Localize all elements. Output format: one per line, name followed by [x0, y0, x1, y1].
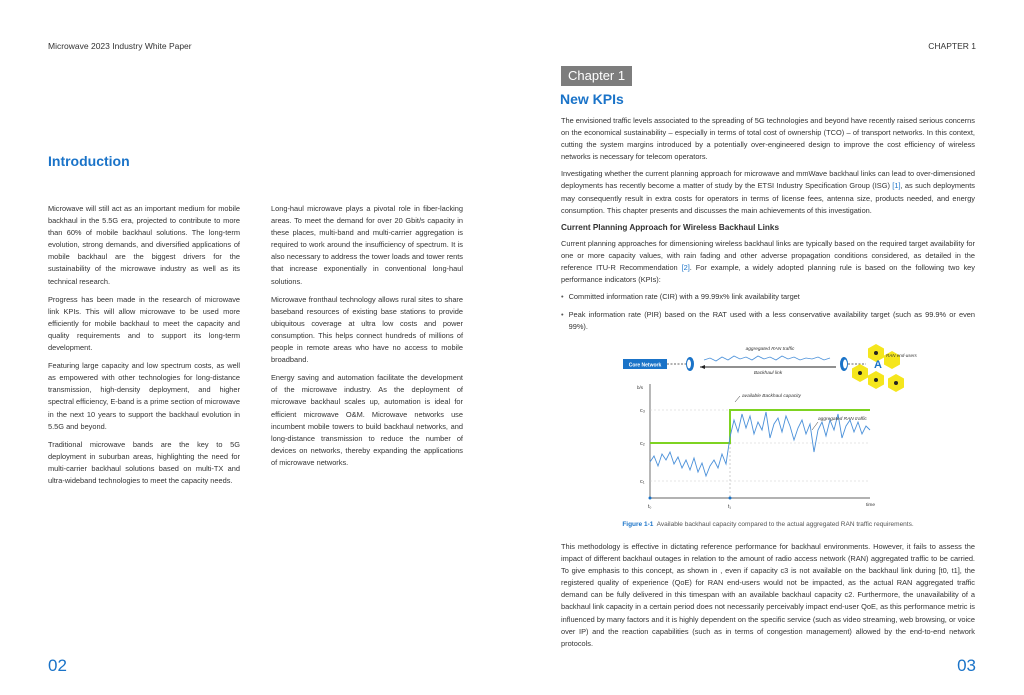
left-column-2 — [271, 203, 463, 475]
traffic-annotation: aggregated RAN traffic — [818, 417, 867, 422]
paragraph: Progress has been made in the research of microwave link KPIs. This will allow microwave to be used more efficiently for mobile backhaul to meet the capacity and quality requirements and to support its long-term development. — [48, 294, 240, 353]
tick-c1: c₁ — [640, 479, 645, 485]
reference-link-2[interactable]: [2] — [681, 263, 690, 273]
paragraph: Traditional microwave bands are the key to 5G deployment in suburban areas, highlighting the need for multi-carrier backhaul solutions based on multi-TX and ultra-wideband technologies to meet the capacity needs. — [48, 439, 240, 485]
site-label: A — [874, 359, 882, 371]
right-body-bottom — [561, 541, 975, 655]
traffic-wave-top — [704, 356, 830, 361]
paragraph: Energy saving and automation facilitate the development of the microwave industry. As the deployment of microwave backhaul scales up, automation is ideal for efficient microwave O&M. Microwave networks use incumbent mobile towers to build backhaul networks, and long-distance transmission to reduce the number of devices on networks, thereby expanding the applications of microwave networks. — [271, 373, 463, 467]
tick-c2: c₂ — [640, 441, 645, 447]
paragraph: Current planning approaches for dimensioning wireless backhaul links are typically based on the required target availability for one or more capacity values, with rain fading and other adverse propagation conditions considered, as detailed in the reference ITU-R Recommendation [2]. For example, a widely adopted planning rule is based on the following two key performance indicators (KPIs): — [561, 238, 975, 285]
ran-end-users-label: RAN end-users — [886, 353, 917, 358]
reference-link-1[interactable]: [1] — [892, 181, 901, 191]
paragraph: Microwave will still act as an important medium for mobile backhaul in the 5.5G era, projected to contribute to more than 60% of mobile backhaul solutions. The long-term evolution, strong demands, and diversified applications of mobile backhaul are the biggest drivers for the sustainability of the microwave industry as well as its technical research. — [48, 204, 240, 286]
page-title-introduction: Introduction — [48, 153, 130, 169]
paragraph: Microwave fronthaul technology allows rural sites to share baseband resources of existing base stations to provide ubiquitous coverage at ultra low costs and power consumption. This helps connect hundreds of millions of people in remote areas who have no access to mobile broadband. — [271, 294, 463, 365]
running-header-left: Microwave 2023 Industry White Paper — [48, 41, 192, 51]
bullet-item: • Committed information rate (CIR) with a 99.99x% link availability target — [561, 292, 800, 302]
running-header-right: CHAPTER 1 — [928, 41, 976, 51]
figure-backhaul-capacity — [620, 342, 920, 518]
antenna-right-icon — [840, 357, 848, 371]
left-column-1 — [48, 203, 240, 493]
core-network-label: Core Network — [628, 362, 662, 369]
page-number-left: 02 — [48, 656, 67, 675]
paragraph: Featuring large capacity and low spectrum costs, as well as empowered with other technologies for long-distance transmission, high-density deployment, and higher spectral efficiency, E-band is a prime section of microwave in the next 10 years to support the backhaul evolution in 5.5G and beyond. — [48, 361, 240, 431]
page-title-new-kpis: New KPIs — [560, 91, 624, 107]
right-body-top — [561, 115, 975, 340]
backhaul-link-label: Backhaul link — [753, 371, 783, 376]
bullet-item: • Peak information rate (PIR) based on the RAT used with a less conservative availability target (such as 99.9% or even 99%). — [561, 310, 975, 332]
antenna-left-icon — [686, 357, 694, 371]
capacity-annotation: available Backhaul capacity — [742, 394, 801, 399]
paragraph: The envisioned traffic levels associated to the spreading of 5G technologies and beyond have recently raised serious concerns on the economical sustainability – especially in terms of total cost of ownership (TCO) – of transport networks. In this context, cutting the system margins introduced by a potentially over-engineered design to improve the cost efficiency of wireless networks is necessary for telecom operators. — [561, 116, 975, 162]
paragraph: Long-haul microwave plays a pivotal role in fiber-lacking areas. To meet the demand for over 20 Gbit/s capacity in these places, multi-band and multi-carrier aggregation is required to work around the insufficiency of spectrum. It is also necessary to address the tower loads and tower rents that increase exponentially in conventional long-haul solutions. — [271, 204, 463, 286]
x-axis-label: time — [866, 503, 876, 508]
tick-t0: t₀ — [648, 504, 652, 510]
subheading: Current Planning Approach for Wireless Backhaul Links — [561, 222, 779, 232]
figure-caption: Figure 1-1 Available backhaul capacity compared to the actual aggregated RAN traffic requirements. — [622, 521, 914, 528]
chapter-tag: Chapter 1 — [561, 66, 632, 86]
page-number-right: 03 — [957, 656, 976, 675]
y-axis-label: b/s — [637, 385, 644, 390]
tick-c3: c₃ — [640, 408, 645, 414]
paragraph: Investigating whether the current planning approach for microwave and mmWave backhaul links can lead to over-dimensioned deployments has recently become a matter of study by the ETSI Industry Specification Group (ISG) [1], as such deployments may consequently result in extra costs for operators in terms of license fees, antenna size, products needed, and energy consumption. This chapter presents and discusses the main achievements of this investigation. — [561, 169, 975, 215]
paragraph: This methodology is effective in dictating reference performance for backhaul environments. However, it fails to assess the impact of different backhaul outages in relation to the amount of radio access network (RAN) aggregated traffic to be carried. To give emphasis to this concept, as shown in , even if capacity c3 is not available on the backhaul link during [t0, t1], the registered quality of experience (QoE) for RAN end-users would not be impacted, as the actual RAN aggregated traffic demand can be fully delivered in this timespan with an available backhaul capacity c2. Furthermore, the unavailability of a backhaul link capacity in a certain period does not necessarily perceivably impact end-user QoE, as this performance metric is influenced by many factors and it is highly dependent on the specific service (such as video streaming, web browsing, or voice over IP) and the reaction capabilities (such as in terms of congestion management) allowed by the end-to-end network protocols. — [561, 542, 975, 648]
tick-t1: t₁ — [728, 504, 732, 510]
aggregated-traffic-top-label: aggregated RAN traffic — [745, 347, 795, 352]
